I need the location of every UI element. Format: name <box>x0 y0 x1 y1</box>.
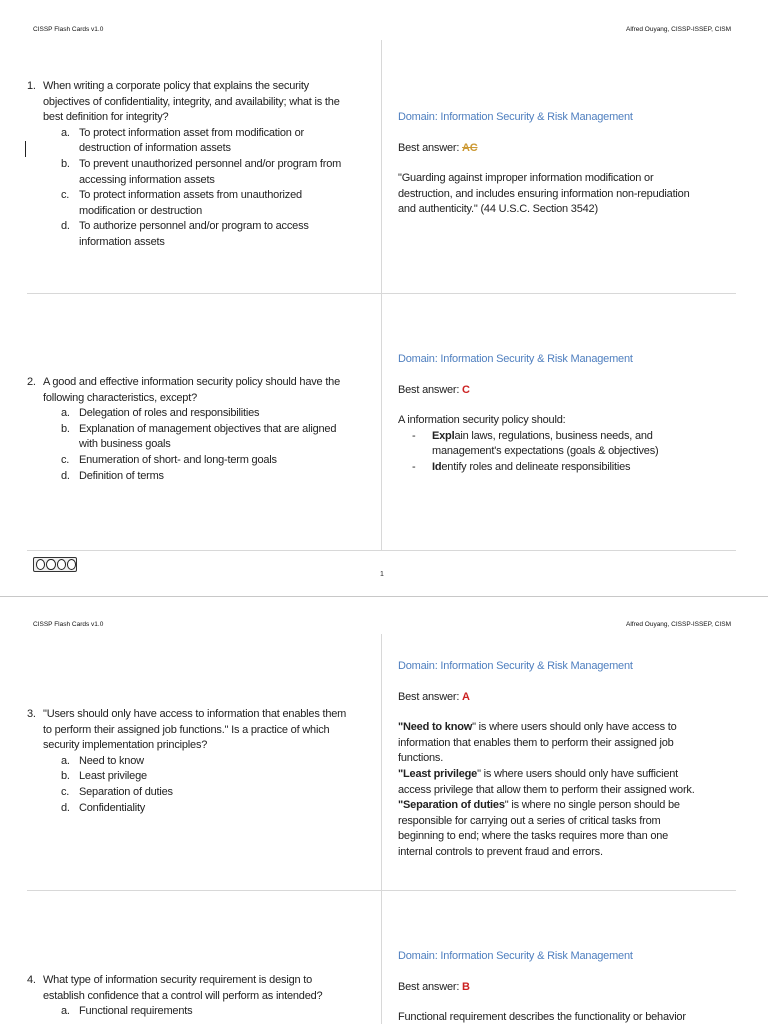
explanation: "Guarding against improper information modification or destruction, and includes ensuring information non-repudiation and authenticity." (44 U.S.C. Section 3542) <box>398 172 690 216</box>
best-answer: Best answer: C <box>398 383 470 396</box>
answer-1 <box>398 110 728 218</box>
answer-3 <box>398 659 738 861</box>
best-answer: Best answer: A <box>398 690 470 703</box>
option-a: a. To protect information asset from modification or destruction of information assets <box>61 126 304 155</box>
question-2: 2. A good and effective information security policy should have the following characteristics, except? a. Delegation of roles and responsibilities b. Explanation of management objectives that are aligned with business goals c. Enumeration of short- and long-term goals d. Definition of terms <box>27 375 377 484</box>
best-answer-letter: AC <box>462 141 478 154</box>
answer-2 <box>398 352 728 476</box>
page-number: 1 <box>380 571 384 578</box>
option-a: a. Delegation of roles and responsibilities <box>61 407 260 420</box>
question-3: 3. "Users should only have access to information that enables them to perform their assigned job functions." Is a practice of which security implementation principles? a. Need to know b. Least privilege c. Separation of duties d. Confidentiality <box>27 707 377 816</box>
card-divider-horizontal <box>27 890 736 891</box>
explanation-intro: A information security policy should: <box>398 414 566 427</box>
text-cursor <box>25 141 26 157</box>
question-1: 1. When writing a corporate policy that explains the security objectives of confidentiality, integrity, and availability; what is the best definition for integrity? a. To protect information asset from modification or destruction of information assets b. To prevent unauthorized personnel and/or program from accessing information assets c. To protect information assets from unauthorized modification or destruction d. To authorize personnel and/or program to access information assets <box>27 79 377 251</box>
option-b: b. To prevent unauthorized personnel and/or program from accessing information assets <box>61 157 342 186</box>
card-divider-horizontal <box>27 293 736 294</box>
card-divider-horizontal <box>27 550 736 551</box>
bullet-item: - Explain laws, regulations, business needs, and management's expectations (goals & objectives) <box>412 429 659 458</box>
definition-need-to-know: "Need to know" is where users should only have access to information that enables them to perform their assigned job functions. <box>398 721 677 765</box>
page-break <box>0 596 768 597</box>
option-c: c. Separation of duties <box>61 785 173 798</box>
answer-4 <box>398 949 738 1026</box>
option-d: d. To authorize personnel and/or program to access information assets <box>61 220 309 248</box>
option-a: a. Functional requirements <box>61 1005 193 1018</box>
definition-separation-of-duties: "Separation of duties" is where no single person should be responsible for carrying out a series of critical tasks from beginning to end; where the tasks requires more than one internal controls to prevent fraud and errors. <box>398 799 680 858</box>
option-c: c. Enumeration of short- and long-term goals <box>61 453 277 466</box>
best-answer-letter: C <box>462 383 470 396</box>
option-b: b. Explanation of management objectives that are aligned with business goals <box>61 422 337 451</box>
option-c: c. To protect information assets from unauthorized modification or destruction <box>61 189 302 217</box>
best-answer-letter: B <box>462 980 470 993</box>
best-answer: Best answer: AC <box>398 141 478 154</box>
card-divider-vertical <box>381 634 382 1024</box>
domain-label: Domain: Information Security & Risk Management <box>398 353 633 365</box>
domain-label: Domain: Information Security & Risk Management <box>398 660 633 672</box>
creative-commons-icon <box>33 557 77 572</box>
domain-label: Domain: Information Security & Risk Management <box>398 950 633 962</box>
option-d: d. Definition of terms <box>61 469 164 482</box>
header-left: CISSP Flash Cards v1.0 <box>33 26 104 33</box>
question-4: 4. What type of information security requirement is design to establish confidence that a control will perform as intended? a. Functional requirements <box>27 973 377 1020</box>
best-answer-letter: A <box>462 690 470 703</box>
explanation: Functional requirement describes the functionality or behavior <box>398 1011 686 1024</box>
best-answer: Best answer: B <box>398 980 470 993</box>
option-a: a. Need to know <box>61 754 144 767</box>
option-d: d. Confidentiality <box>61 801 146 814</box>
option-b: b. Least privilege <box>61 770 147 783</box>
bullet-item: - Identify roles and delineate responsibilities <box>412 460 631 473</box>
header-right: Alfred Ouyang, CISSP-ISSEP, CISM <box>625 621 731 628</box>
header-left: CISSP Flash Cards v1.0 <box>33 621 104 628</box>
domain-label: Domain: Information Security & Risk Management <box>398 111 633 123</box>
card-divider-vertical <box>381 40 382 550</box>
definition-least-privilege: "Least privilege" is where users should only have sufficient access privilege that allow them to perform their assigned work. <box>398 767 695 796</box>
header-right: Alfred Ouyang, CISSP-ISSEP, CISM <box>625 26 731 33</box>
